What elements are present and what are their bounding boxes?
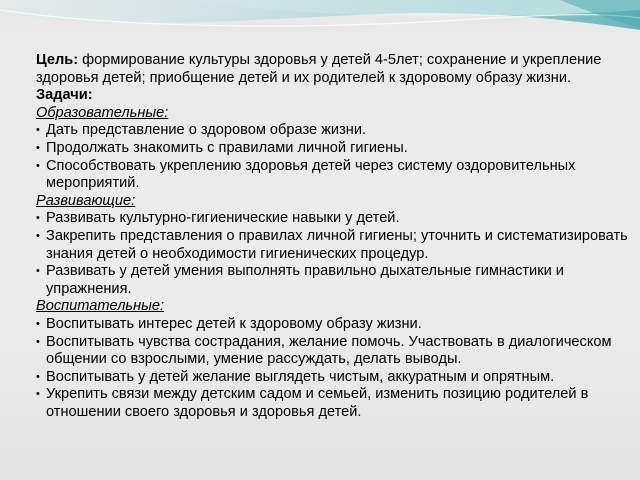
list-item-text: Воспитывать интерес детей к здоровому образу жизни. (46, 315, 422, 332)
list-item-text: Развивать культурно-гигиенические навыки у детей. (46, 210, 400, 227)
list-item-text: Развивать у детей умения выполнять правильно дыхательные гимнастики и упражнения. (46, 263, 564, 297)
bullet-icon: • (36, 124, 40, 137)
task-list (36, 316, 630, 422)
bullet-icon: • (36, 229, 40, 242)
list-item (36, 263, 630, 298)
tasks-heading: Задачи: (36, 87, 93, 104)
list-item (36, 122, 630, 140)
list-item-text: Воспитывать у детей желание выглядеть чистым, аккуратным и опрятным. (46, 368, 555, 385)
section-title: Развивающие: (36, 192, 136, 209)
goal-label: Цель: (36, 52, 79, 68)
list-item (36, 369, 630, 387)
bullet-icon: • (36, 335, 40, 348)
bullet-icon: • (36, 317, 40, 330)
list-item (36, 316, 630, 334)
list-item (36, 386, 630, 421)
list-item-text: Укрепить связи между детским садом и семьей, изменить позицию родителей в отношении своего здоровья и здоровья детей. (46, 386, 589, 420)
bullet-icon: • (36, 370, 40, 383)
list-item-text: Продолжать знакомить с правилами личной гигиены. (46, 139, 408, 156)
section-developmental (36, 193, 630, 299)
goal-text: формирование культуры здоровья у детей 4-5лет; сохранение и укрепление здоровья детей; приобщение детей и их родителей к здоровому образу жизни. (36, 52, 602, 86)
list-item (36, 334, 630, 369)
section-upbringing (36, 298, 630, 421)
goal-paragraph (36, 52, 630, 87)
header-decoration (0, 0, 640, 46)
section-title: Воспитательные: (36, 298, 165, 315)
wave-decoration (0, 0, 640, 46)
bullet-icon: • (36, 212, 40, 225)
list-item-text: Закрепить представления о правилах личной гигиены; уточнить и систематизировать знания детей о необходимости гигиенических процедур. (46, 227, 628, 262)
list-item (36, 158, 630, 193)
bullet-icon: • (36, 265, 40, 278)
bullet-icon: • (36, 388, 40, 401)
task-list (36, 210, 630, 298)
task-list (36, 122, 630, 192)
section-title: Образовательные: (36, 104, 169, 121)
list-item (36, 210, 630, 228)
list-item-text: Воспитывать чувства сострадания, желание помочь. Участвовать в диалогическом общении со взрослыми, умение рассуждать, делать выводы. (46, 333, 612, 368)
list-item (36, 228, 630, 263)
content-area (36, 52, 630, 421)
list-item-text: Способствовать укреплению здоровья детей через систему оздоровительных мероприятий. (46, 157, 576, 192)
bullet-icon: • (36, 141, 40, 154)
section-educational (36, 105, 630, 193)
bullet-icon: • (36, 159, 40, 172)
list-item (36, 140, 630, 158)
list-item-text: Дать представление о здоровом образе жизни. (46, 122, 367, 139)
